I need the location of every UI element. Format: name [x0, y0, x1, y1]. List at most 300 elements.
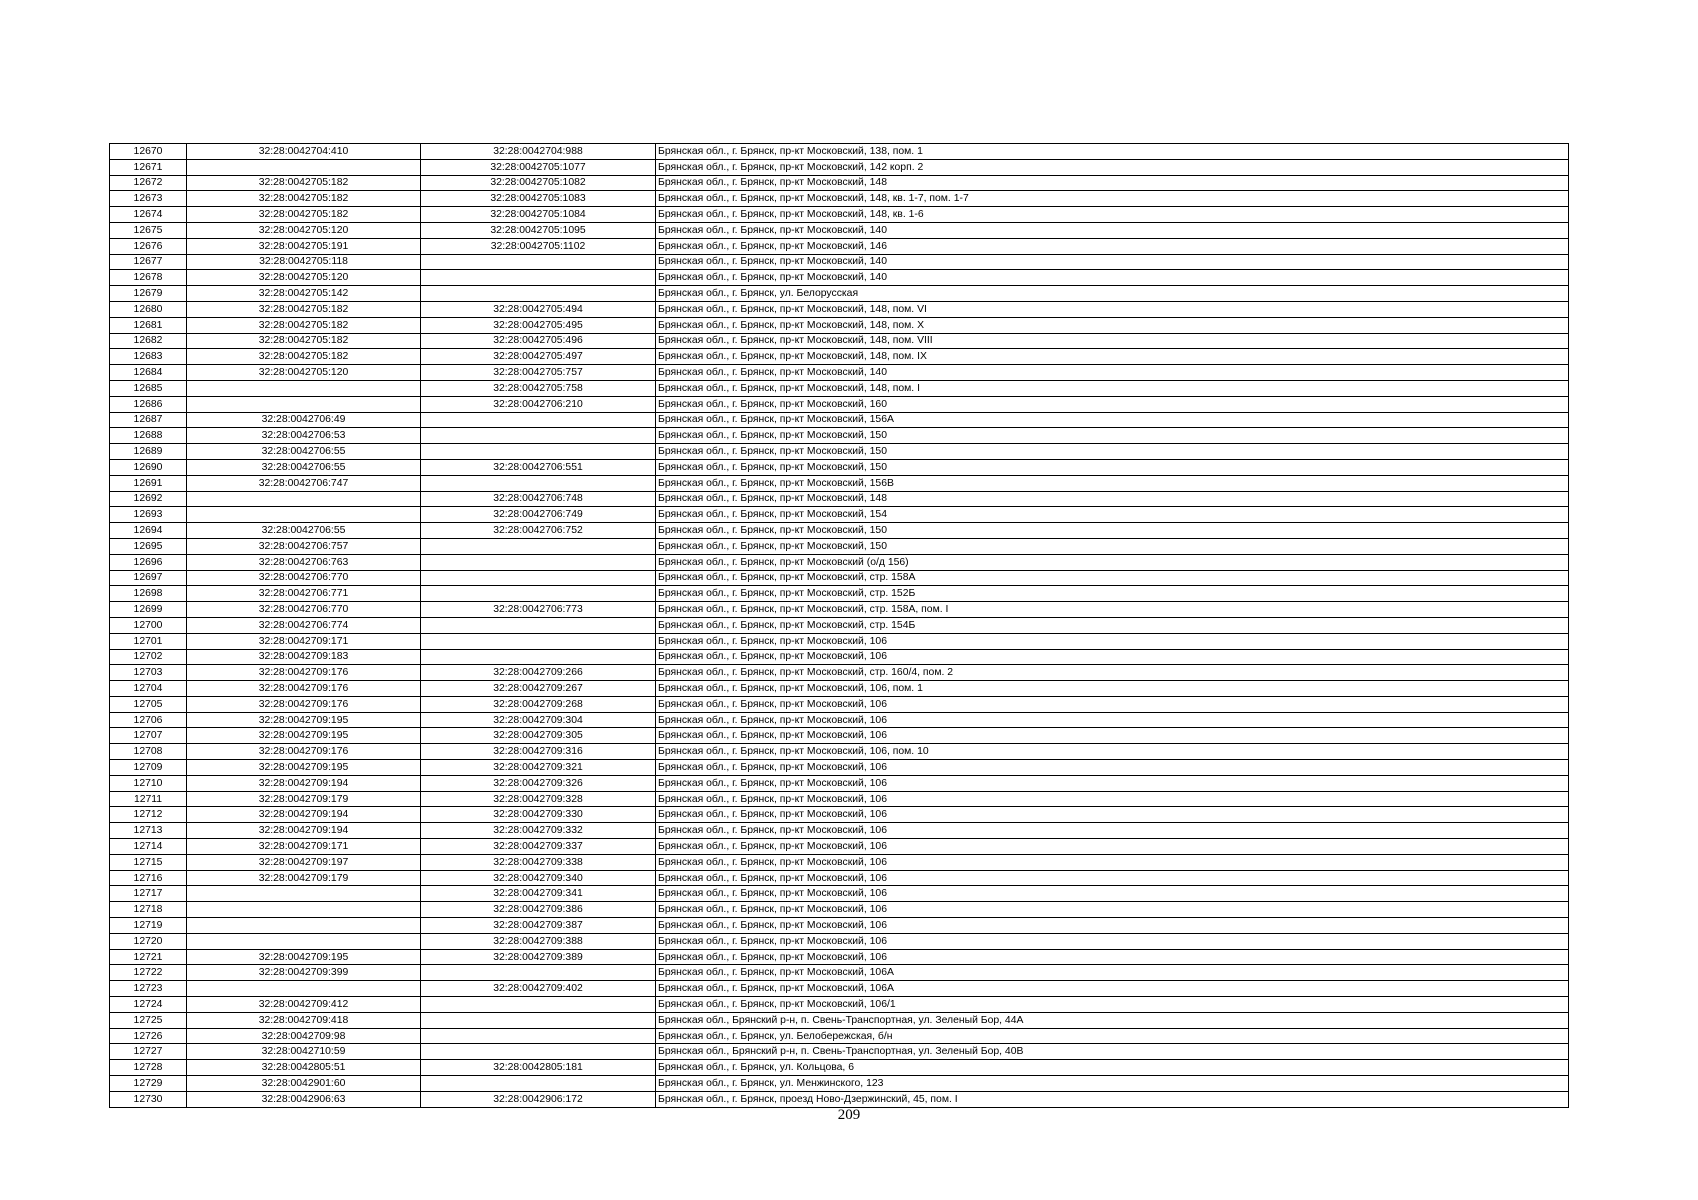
address-cell: Брянская обл., г. Брянск, пр-кт Московский, 106 [656, 791, 1569, 807]
table-row [110, 1028, 1569, 1044]
address-cell: Брянская обл., Брянский р-н, п. Свень-Транспортная, ул. Зеленый Бор, 44А [656, 1012, 1569, 1028]
table-row [110, 444, 1569, 460]
building-cadastral-number-cell: 32:28:0042705:494 [421, 301, 656, 317]
building-cadastral-number-cell [421, 1076, 656, 1092]
building-cadastral-number-cell: 32:28:0042709:328 [421, 791, 656, 807]
address-cell: Брянская обл., г. Брянск, пр-кт Московский, 106 [656, 775, 1569, 791]
address-cell: Брянская обл., г. Брянск, пр-кт Московский, 160 [656, 396, 1569, 412]
address-cell: Брянская обл., г. Брянск, пр-кт Московский, стр. 158А, пом. I [656, 602, 1569, 618]
table-row [110, 349, 1569, 365]
address-cell: Брянская обл., г. Брянск, ул. Менжинского, 123 [656, 1076, 1569, 1092]
building-cadastral-number-cell [421, 1044, 656, 1060]
building-cadastral-number-cell: 32:28:0042705:1084 [421, 207, 656, 223]
table-row [110, 286, 1569, 302]
table-row [110, 412, 1569, 428]
row-number-cell: 12677 [110, 254, 187, 270]
address-cell: Брянская обл., г. Брянск, пр-кт Московский, стр. 158А [656, 570, 1569, 586]
building-cadastral-number-cell [421, 586, 656, 602]
row-number-cell: 12676 [110, 238, 187, 254]
land-cadastral-number-cell: 32:28:0042709:171 [187, 633, 421, 649]
row-number-cell: 12688 [110, 428, 187, 444]
land-cadastral-number-cell: 32:28:0042709:197 [187, 854, 421, 870]
table-row [110, 933, 1569, 949]
building-cadastral-number-cell: 32:28:0042709:341 [421, 886, 656, 902]
land-cadastral-number-cell: 32:28:0042706:53 [187, 428, 421, 444]
land-cadastral-number-cell: 32:28:0042706:55 [187, 523, 421, 539]
table-row [110, 997, 1569, 1013]
land-cadastral-number-cell: 32:28:0042709:183 [187, 649, 421, 665]
land-cadastral-number-cell [187, 981, 421, 997]
land-cadastral-number-cell: 32:28:0042705:182 [187, 191, 421, 207]
row-number-cell: 12702 [110, 649, 187, 665]
land-cadastral-number-cell [187, 507, 421, 523]
row-number-cell: 12670 [110, 144, 187, 160]
building-cadastral-number-cell: 32:28:0042709:386 [421, 902, 656, 918]
row-number-cell: 12695 [110, 538, 187, 554]
row-number-cell: 12717 [110, 886, 187, 902]
building-cadastral-number-cell [421, 570, 656, 586]
building-cadastral-number-cell: 32:28:0042705:1083 [421, 191, 656, 207]
address-cell: Брянская обл., г. Брянск, пр-кт Московский, 146 [656, 238, 1569, 254]
building-cadastral-number-cell: 32:28:0042706:773 [421, 602, 656, 618]
table-row [110, 396, 1569, 412]
table-row [110, 602, 1569, 618]
building-cadastral-number-cell [421, 475, 656, 491]
land-cadastral-number-cell: 32:28:0042705:182 [187, 349, 421, 365]
table-row [110, 1060, 1569, 1076]
building-cadastral-number-cell: 32:28:0042705:496 [421, 333, 656, 349]
address-cell: Брянская обл., г. Брянск, пр-кт Московский, 154 [656, 507, 1569, 523]
address-cell: Брянская обл., г. Брянск, пр-кт Московский, 148, пом. VIII [656, 333, 1569, 349]
row-number-cell: 12672 [110, 175, 187, 191]
building-cadastral-number-cell: 32:28:0042705:757 [421, 365, 656, 381]
address-cell: Брянская обл., г. Брянск, пр-кт Московский, 148, пом. X [656, 317, 1569, 333]
land-cadastral-number-cell: 32:28:0042709:176 [187, 681, 421, 697]
building-cadastral-number-cell: 32:28:0042709:337 [421, 839, 656, 855]
land-cadastral-number-cell: 32:28:0042706:774 [187, 617, 421, 633]
address-cell: Брянская обл., г. Брянск, пр-кт Московский, 148, пом. IX [656, 349, 1569, 365]
building-cadastral-number-cell: 32:28:0042705:1102 [421, 238, 656, 254]
row-number-cell: 12674 [110, 207, 187, 223]
table-row [110, 775, 1569, 791]
table-row [110, 823, 1569, 839]
building-cadastral-number-cell [421, 617, 656, 633]
table-row [110, 238, 1569, 254]
building-cadastral-number-cell: 32:28:0042709:267 [421, 681, 656, 697]
address-cell: Брянская обл., г. Брянск, пр-кт Московский, 106 [656, 854, 1569, 870]
address-cell: Брянская обл., г. Брянск, ул. Кольцова, 6 [656, 1060, 1569, 1076]
land-cadastral-number-cell [187, 396, 421, 412]
table-row [110, 222, 1569, 238]
address-cell: Брянская обл., г. Брянск, пр-кт Московский, 150 [656, 459, 1569, 475]
row-number-cell: 12685 [110, 380, 187, 396]
land-cadastral-number-cell: 32:28:0042705:182 [187, 301, 421, 317]
row-number-cell: 12725 [110, 1012, 187, 1028]
table-row [110, 380, 1569, 396]
table-row [110, 301, 1569, 317]
land-cadastral-number-cell: 32:28:0042906:63 [187, 1091, 421, 1107]
table-row [110, 207, 1569, 223]
address-cell: Брянская обл., г. Брянск, пр-кт Московский, 106 [656, 696, 1569, 712]
address-cell: Брянская обл., г. Брянск, пр-кт Московский, стр. 160/4, пом. 2 [656, 665, 1569, 681]
building-cadastral-number-cell [421, 538, 656, 554]
land-cadastral-number-cell: 32:28:0042705:191 [187, 238, 421, 254]
address-cell: Брянская обл., Брянский р-н, п. Свень-Транспортная, ул. Зеленый Бор, 40В [656, 1044, 1569, 1060]
row-number-cell: 12723 [110, 981, 187, 997]
land-cadastral-number-cell: 32:28:0042709:194 [187, 807, 421, 823]
land-cadastral-number-cell [187, 491, 421, 507]
building-cadastral-number-cell: 32:28:0042705:1082 [421, 175, 656, 191]
building-cadastral-number-cell: 32:28:0042705:495 [421, 317, 656, 333]
row-number-cell: 12729 [110, 1076, 187, 1092]
row-number-cell: 12707 [110, 728, 187, 744]
land-cadastral-number-cell: 32:28:0042805:51 [187, 1060, 421, 1076]
land-cadastral-number-cell: 32:28:0042705:182 [187, 317, 421, 333]
building-cadastral-number-cell: 32:28:0042709:402 [421, 981, 656, 997]
building-cadastral-number-cell: 32:28:0042706:551 [421, 459, 656, 475]
land-cadastral-number-cell: 32:28:0042705:182 [187, 175, 421, 191]
land-cadastral-number-cell [187, 918, 421, 934]
building-cadastral-number-cell [421, 649, 656, 665]
land-cadastral-number-cell [187, 902, 421, 918]
land-cadastral-number-cell: 32:28:0042709:194 [187, 823, 421, 839]
address-cell: Брянская обл., г. Брянск, пр-кт Московский, 106/1 [656, 997, 1569, 1013]
building-cadastral-number-cell: 32:28:0042709:305 [421, 728, 656, 744]
table-row [110, 159, 1569, 175]
address-cell: Брянская обл., г. Брянск, пр-кт Московский, 140 [656, 270, 1569, 286]
building-cadastral-number-cell: 32:28:0042709:387 [421, 918, 656, 934]
row-number-cell: 12678 [110, 270, 187, 286]
land-cadastral-number-cell: 32:28:0042706:49 [187, 412, 421, 428]
address-cell: Брянская обл., г. Брянск, пр-кт Московский, 106 [656, 886, 1569, 902]
table-row [110, 1012, 1569, 1028]
building-cadastral-number-cell: 32:28:0042706:752 [421, 523, 656, 539]
building-cadastral-number-cell: 32:28:0042705:1095 [421, 222, 656, 238]
land-cadastral-number-cell: 32:28:0042705:142 [187, 286, 421, 302]
table-row [110, 333, 1569, 349]
table-row [110, 649, 1569, 665]
land-cadastral-number-cell [187, 886, 421, 902]
address-cell: Брянская обл., г. Брянск, пр-кт Московский, 106 [656, 839, 1569, 855]
address-cell: Брянская обл., г. Брянск, пр-кт Московский, 106 [656, 760, 1569, 776]
table-row [110, 665, 1569, 681]
building-cadastral-number-cell: 32:28:0042705:497 [421, 349, 656, 365]
building-cadastral-number-cell: 32:28:0042709:389 [421, 949, 656, 965]
table-row [110, 507, 1569, 523]
address-cell: Брянская обл., г. Брянск, пр-кт Московский, 106А [656, 965, 1569, 981]
table-row [110, 1091, 1569, 1107]
row-number-cell: 12673 [110, 191, 187, 207]
table-row [110, 949, 1569, 965]
building-cadastral-number-cell: 32:28:0042709:332 [421, 823, 656, 839]
row-number-cell: 12680 [110, 301, 187, 317]
address-cell: Брянская обл., г. Брянск, пр-кт Московский, 140 [656, 254, 1569, 270]
address-cell: Брянская обл., г. Брянск, пр-кт Московский, 106 [656, 933, 1569, 949]
row-number-cell: 12675 [110, 222, 187, 238]
table-row [110, 791, 1569, 807]
address-cell: Брянская обл., г. Брянск, пр-кт Московский, 150 [656, 444, 1569, 460]
address-cell: Брянская обл., г. Брянск, пр-кт Московский, 138, пом. 1 [656, 144, 1569, 160]
land-cadastral-number-cell: 32:28:0042901:60 [187, 1076, 421, 1092]
table-row [110, 428, 1569, 444]
registry-table [109, 143, 1569, 1108]
row-number-cell: 12722 [110, 965, 187, 981]
address-cell: Брянская обл., г. Брянск, пр-кт Московский, 106 [656, 633, 1569, 649]
table-row [110, 617, 1569, 633]
building-cadastral-number-cell: 32:28:0042709:388 [421, 933, 656, 949]
land-cadastral-number-cell: 32:28:0042705:182 [187, 207, 421, 223]
land-cadastral-number-cell: 32:28:0042704:410 [187, 144, 421, 160]
building-cadastral-number-cell: 32:28:0042706:748 [421, 491, 656, 507]
address-cell: Брянская обл., г. Брянск, пр-кт Московский, 148, кв. 1-7, пом. 1-7 [656, 191, 1569, 207]
land-cadastral-number-cell: 32:28:0042706:763 [187, 554, 421, 570]
building-cadastral-number-cell [421, 254, 656, 270]
row-number-cell: 12684 [110, 365, 187, 381]
building-cadastral-number-cell: 32:28:0042706:749 [421, 507, 656, 523]
row-number-cell: 12716 [110, 870, 187, 886]
land-cadastral-number-cell: 32:28:0042706:770 [187, 570, 421, 586]
land-cadastral-number-cell: 32:28:0042709:195 [187, 949, 421, 965]
building-cadastral-number-cell: 32:28:0042709:304 [421, 712, 656, 728]
address-cell: Брянская обл., г. Брянск, пр-кт Московский, 148 [656, 175, 1569, 191]
table-row [110, 270, 1569, 286]
building-cadastral-number-cell: 32:28:0042709:340 [421, 870, 656, 886]
land-cadastral-number-cell: 32:28:0042709:412 [187, 997, 421, 1013]
table-row [110, 254, 1569, 270]
table-row [110, 712, 1569, 728]
table-row [110, 681, 1569, 697]
building-cadastral-number-cell: 32:28:0042705:1077 [421, 159, 656, 175]
table-row [110, 586, 1569, 602]
address-cell: Брянская обл., г. Брянск, пр-кт Московский, 148, пом. VI [656, 301, 1569, 317]
address-cell: Брянская обл., г. Брянск, ул. Белорусская [656, 286, 1569, 302]
building-cadastral-number-cell: 32:28:0042709:338 [421, 854, 656, 870]
row-number-cell: 12715 [110, 854, 187, 870]
building-cadastral-number-cell [421, 286, 656, 302]
row-number-cell: 12720 [110, 933, 187, 949]
table-row [110, 175, 1569, 191]
land-cadastral-number-cell: 32:28:0042706:770 [187, 602, 421, 618]
land-cadastral-number-cell [187, 380, 421, 396]
address-cell: Брянская обл., г. Брянск, пр-кт Московский (о/д 156) [656, 554, 1569, 570]
row-number-cell: 12724 [110, 997, 187, 1013]
row-number-cell: 12727 [110, 1044, 187, 1060]
address-cell: Брянская обл., г. Брянск, пр-кт Московский, 106 [656, 649, 1569, 665]
row-number-cell: 12692 [110, 491, 187, 507]
land-cadastral-number-cell: 32:28:0042706:771 [187, 586, 421, 602]
building-cadastral-number-cell [421, 633, 656, 649]
table-row [110, 1076, 1569, 1092]
building-cadastral-number-cell: 32:28:0042709:326 [421, 775, 656, 791]
building-cadastral-number-cell [421, 412, 656, 428]
row-number-cell: 12682 [110, 333, 187, 349]
land-cadastral-number-cell: 32:28:0042709:418 [187, 1012, 421, 1028]
table-row [110, 475, 1569, 491]
land-cadastral-number-cell: 32:28:0042706:55 [187, 444, 421, 460]
address-cell: Брянская обл., г. Брянск, пр-кт Московский, 150 [656, 538, 1569, 554]
row-number-cell: 12687 [110, 412, 187, 428]
land-cadastral-number-cell: 32:28:0042705:182 [187, 333, 421, 349]
table-row [110, 191, 1569, 207]
row-number-cell: 12709 [110, 760, 187, 776]
address-cell: Брянская обл., г. Брянск, пр-кт Московский, 140 [656, 365, 1569, 381]
land-cadastral-number-cell: 32:28:0042709:399 [187, 965, 421, 981]
address-cell: Брянская обл., г. Брянск, пр-кт Московский, 106 [656, 949, 1569, 965]
table-row [110, 870, 1569, 886]
land-cadastral-number-cell: 32:28:0042709:195 [187, 728, 421, 744]
land-cadastral-number-cell: 32:28:0042709:176 [187, 744, 421, 760]
table-row [110, 1044, 1569, 1060]
row-number-cell: 12721 [110, 949, 187, 965]
table-row [110, 696, 1569, 712]
building-cadastral-number-cell: 32:28:0042709:316 [421, 744, 656, 760]
land-cadastral-number-cell: 32:28:0042705:120 [187, 222, 421, 238]
address-cell: Брянская обл., г. Брянск, пр-кт Московский, 106 [656, 712, 1569, 728]
row-number-cell: 12699 [110, 602, 187, 618]
land-cadastral-number-cell: 32:28:0042706:55 [187, 459, 421, 475]
row-number-cell: 12690 [110, 459, 187, 475]
address-cell: Брянская обл., г. Брянск, пр-кт Московский, 150 [656, 428, 1569, 444]
table-row [110, 728, 1569, 744]
land-cadastral-number-cell: 32:28:0042705:120 [187, 270, 421, 286]
table-row [110, 633, 1569, 649]
land-cadastral-number-cell: 32:28:0042709:195 [187, 760, 421, 776]
row-number-cell: 12719 [110, 918, 187, 934]
table-row [110, 317, 1569, 333]
row-number-cell: 12701 [110, 633, 187, 649]
land-cadastral-number-cell: 32:28:0042709:176 [187, 696, 421, 712]
row-number-cell: 12686 [110, 396, 187, 412]
table-row [110, 807, 1569, 823]
address-cell: Брянская обл., г. Брянск, ул. Белобережская, б/н [656, 1028, 1569, 1044]
building-cadastral-number-cell: 32:28:0042709:266 [421, 665, 656, 681]
row-number-cell: 12711 [110, 791, 187, 807]
row-number-cell: 12726 [110, 1028, 187, 1044]
row-number-cell: 12697 [110, 570, 187, 586]
address-cell: Брянская обл., г. Брянск, пр-кт Московский, 156В [656, 475, 1569, 491]
table-row [110, 839, 1569, 855]
table-row [110, 491, 1569, 507]
table-row [110, 538, 1569, 554]
table-row [110, 459, 1569, 475]
building-cadastral-number-cell: 32:28:0042705:758 [421, 380, 656, 396]
address-cell: Брянская обл., г. Брянск, пр-кт Московский, 148 [656, 491, 1569, 507]
address-cell: Брянская обл., г. Брянск, пр-кт Московский, 148, кв. 1-6 [656, 207, 1569, 223]
table-row [110, 554, 1569, 570]
row-number-cell: 12704 [110, 681, 187, 697]
building-cadastral-number-cell: 32:28:0042805:181 [421, 1060, 656, 1076]
row-number-cell: 12718 [110, 902, 187, 918]
address-cell: Брянская обл., г. Брянск, пр-кт Московский, стр. 152Б [656, 586, 1569, 602]
land-cadastral-number-cell: 32:28:0042709:171 [187, 839, 421, 855]
address-cell: Брянская обл., г. Брянск, пр-кт Московский, 106 [656, 823, 1569, 839]
table-row [110, 144, 1569, 160]
table-row [110, 965, 1569, 981]
building-cadastral-number-cell [421, 444, 656, 460]
building-cadastral-number-cell [421, 554, 656, 570]
land-cadastral-number-cell [187, 159, 421, 175]
table-row [110, 365, 1569, 381]
building-cadastral-number-cell: 32:28:0042709:321 [421, 760, 656, 776]
row-number-cell: 12679 [110, 286, 187, 302]
row-number-cell: 12671 [110, 159, 187, 175]
row-number-cell: 12694 [110, 523, 187, 539]
table-row [110, 886, 1569, 902]
land-cadastral-number-cell: 32:28:0042709:194 [187, 775, 421, 791]
row-number-cell: 12713 [110, 823, 187, 839]
row-number-cell: 12683 [110, 349, 187, 365]
land-cadastral-number-cell: 32:28:0042706:747 [187, 475, 421, 491]
land-cadastral-number-cell [187, 933, 421, 949]
address-cell: Брянская обл., г. Брянск, пр-кт Московский, 156А [656, 412, 1569, 428]
building-cadastral-number-cell: 32:28:0042706:210 [421, 396, 656, 412]
page-number: 209 [837, 1107, 861, 1123]
table-row [110, 981, 1569, 997]
table-row [110, 902, 1569, 918]
land-cadastral-number-cell: 32:28:0042709:195 [187, 712, 421, 728]
row-number-cell: 12706 [110, 712, 187, 728]
row-number-cell: 12698 [110, 586, 187, 602]
address-cell: Брянская обл., г. Брянск, пр-кт Московский, 106 [656, 870, 1569, 886]
table-row [110, 523, 1569, 539]
building-cadastral-number-cell [421, 997, 656, 1013]
building-cadastral-number-cell [421, 1012, 656, 1028]
row-number-cell: 12714 [110, 839, 187, 855]
land-cadastral-number-cell: 32:28:0042709:176 [187, 665, 421, 681]
address-cell: Брянская обл., г. Брянск, пр-кт Московский, 106 [656, 728, 1569, 744]
building-cadastral-number-cell: 32:28:0042709:330 [421, 807, 656, 823]
land-cadastral-number-cell: 32:28:0042710:59 [187, 1044, 421, 1060]
building-cadastral-number-cell [421, 270, 656, 286]
land-cadastral-number-cell: 32:28:0042709:179 [187, 870, 421, 886]
building-cadastral-number-cell [421, 965, 656, 981]
address-cell: Брянская обл., г. Брянск, пр-кт Московский, 150 [656, 523, 1569, 539]
address-cell: Брянская обл., г. Брянск, пр-кт Московский, 106 [656, 918, 1569, 934]
table-row [110, 744, 1569, 760]
building-cadastral-number-cell: 32:28:0042709:268 [421, 696, 656, 712]
land-cadastral-number-cell: 32:28:0042709:179 [187, 791, 421, 807]
table-body [110, 144, 1569, 1108]
table-row [110, 854, 1569, 870]
row-number-cell: 12730 [110, 1091, 187, 1107]
table-row [110, 918, 1569, 934]
row-number-cell: 12700 [110, 617, 187, 633]
building-cadastral-number-cell [421, 1028, 656, 1044]
address-cell: Брянская обл., г. Брянск, пр-кт Московский, 106 [656, 902, 1569, 918]
address-cell: Брянская обл., г. Брянск, проезд Ново-Дзержинский, 45, пом. I [656, 1091, 1569, 1107]
row-number-cell: 12728 [110, 1060, 187, 1076]
address-cell: Брянская обл., г. Брянск, пр-кт Московский, 106, пом. 10 [656, 744, 1569, 760]
land-cadastral-number-cell: 32:28:0042706:757 [187, 538, 421, 554]
address-cell: Брянская обл., г. Брянск, пр-кт Московский, стр. 154Б [656, 617, 1569, 633]
land-cadastral-number-cell: 32:28:0042705:118 [187, 254, 421, 270]
table-row [110, 570, 1569, 586]
row-number-cell: 12691 [110, 475, 187, 491]
address-cell: Брянская обл., г. Брянск, пр-кт Московский, 106, пом. 1 [656, 681, 1569, 697]
building-cadastral-number-cell [421, 428, 656, 444]
land-cadastral-number-cell: 32:28:0042709:98 [187, 1028, 421, 1044]
land-cadastral-number-cell: 32:28:0042705:120 [187, 365, 421, 381]
address-cell: Брянская обл., г. Брянск, пр-кт Московский, 140 [656, 222, 1569, 238]
table-row [110, 760, 1569, 776]
row-number-cell: 12689 [110, 444, 187, 460]
row-number-cell: 12681 [110, 317, 187, 333]
row-number-cell: 12696 [110, 554, 187, 570]
row-number-cell: 12693 [110, 507, 187, 523]
row-number-cell: 12712 [110, 807, 187, 823]
row-number-cell: 12703 [110, 665, 187, 681]
address-cell: Брянская обл., г. Брянск, пр-кт Московский, 106А [656, 981, 1569, 997]
